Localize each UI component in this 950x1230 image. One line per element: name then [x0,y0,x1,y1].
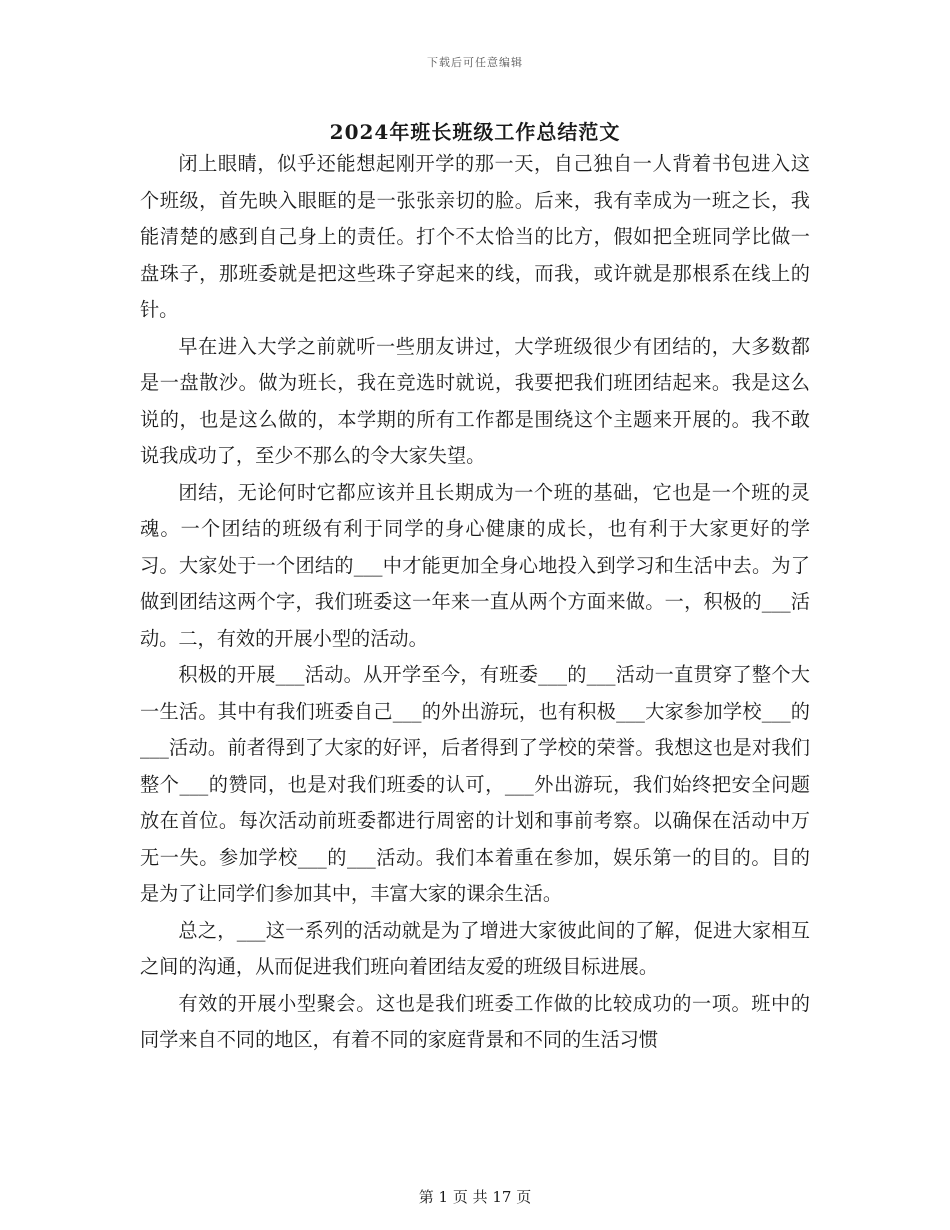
document-body [140,146,810,1059]
paragraph-2: 早在进入大学之前就听一些朋友讲过，大学班级很少有团结的，大多数都是一盘散沙。做为班长，我在竞选时就说，我要把我们班团结起来。我是这么说的，也是这么做的，本学期的所有工作都是围绕这个主题来开展的。我不敢说我成功了，至少不那么的令大家失望。 [140,334,810,467]
paragraph-5: 总之，___这一系列的活动就是为了增进大家彼此间的了解，促进大家相互之间的沟通，从而促进我们班向着团结友爱的班级目标进展。 [140,918,810,978]
paragraph-6: 有效的开展小型聚会。这也是我们班委工作做的比较成功的一项。班中的同学来自不同的地区，有着不同的家庭背景和不同的生活习惯 [140,991,810,1051]
paragraph-3: 团结，无论何时它都应该并且长期成为一个班的基础，它也是一个班的灵魂。一个团结的班级有利于同学的身心健康的成长，也有利于大家更好的学习。大家处于一个团结的___中才能更加全身心地投入到学习和生活中去。为了做到团结这两个字，我们班委这一年来一直从两个方面来做。一，积极的___活动。二，有效的开展小型的活动。 [140,480,810,650]
paragraph-4: 积极的开展___活动。从开学至今，有班委___的___活动一直贯穿了整个大一生活。其中有我们班委自己___的外出游玩，也有积极___大家参加学校___的___活动。前者得到了大家的好评，后者得到了学校的荣誉。我想这也是对我们整个___的赞同，也是对我们班委的认可，___外出游玩，我们始终把安全问题放在首位。每次活动前班委都进行周密的计划和事前考察。以确保在活动中万无一失。参加学校___的___活动。我们本着重在参加，娱乐第一的目的。目的是为了让同学们参加其中，丰富大家的课余生活。 [140,663,810,905]
document-title: 2024年班长班级工作总结范文 [329,120,621,144]
header-note: 下载后可任意编辑 [427,56,523,69]
page-number-footer: 第 1 页 共 17 页 [418,1188,532,1206]
paragraph-1: 闭上眼睛，似乎还能想起刚开学的那一天，自己独自一人背着书包进入这个班级，首先映入眼眶的是一张张亲切的脸。后来，我有幸成为一班之长，我能清楚的感到自己身上的责任。打个不太恰当的比方，假如把全班同学比做一盘珠子，那班委就是把这些珠子穿起来的线，而我，或许就是那根系在线上的针。 [140,152,810,321]
